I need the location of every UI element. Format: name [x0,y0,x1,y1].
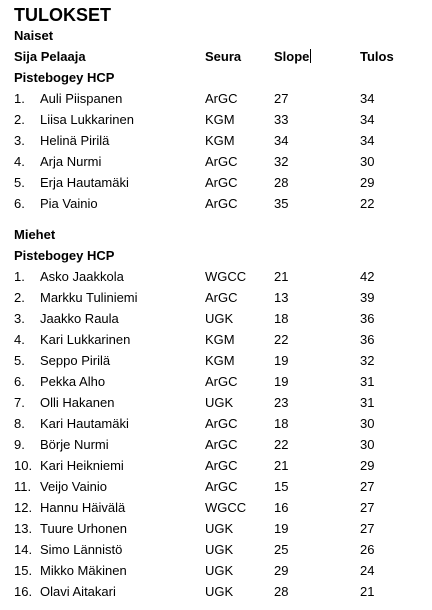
column-header-place-player: Sija Pelaaja [14,49,86,64]
result-value: 27 [360,479,375,494]
result-value: 31 [360,395,375,410]
result-row [14,392,424,413]
player-name: Veijo Vainio [40,479,107,494]
place-number: 14. [14,542,33,557]
result-value: 34 [360,112,375,127]
result-value: 39 [360,290,375,305]
column-header-club: Seura [205,49,242,64]
result-value: 26 [360,542,375,557]
slope-value: 21 [274,458,289,473]
slope-value: 23 [274,395,289,410]
result-row [14,476,424,497]
place-number: 15. [14,563,33,578]
result-row [14,308,424,329]
club-name: ArGC [205,91,238,106]
player-name: Olavi Aitakari [40,584,116,599]
slope-value: 19 [274,353,289,368]
player-name: Tuure Urhonen [40,521,127,536]
result-row [14,151,424,172]
place-number: 3. [14,311,25,326]
result-row [14,193,424,214]
result-value: 22 [360,196,375,211]
men-heading: Miehet [14,227,56,242]
result-value: 36 [360,311,375,326]
slope-value: 27 [274,91,289,106]
club-name: UGK [205,584,234,599]
player-name: Kari Hautamäki [40,416,129,431]
column-header-slope [274,46,311,67]
column-header-result: Tulos [360,49,394,64]
place-number: 2. [14,112,25,127]
place-number: 13. [14,521,33,536]
result-row [14,130,424,151]
slope-value: 25 [274,542,289,557]
place-number: 7. [14,395,25,410]
club-name: ArGC [205,458,238,473]
slope-value: 18 [274,416,289,431]
player-name: Kari Lukkarinen [40,332,131,347]
result-row [14,172,424,193]
result-value: 31 [360,374,375,389]
player-name: Olli Hakanen [40,395,115,410]
club-name: ArGC [205,416,238,431]
club-name: UGK [205,395,234,410]
result-row [14,539,424,560]
place-number: 10. [14,458,33,473]
section-spacer [14,214,424,224]
result-value: 21 [360,584,375,599]
player-name: Erja Hautamäki [40,175,129,190]
result-value: 34 [360,91,375,106]
slope-value: 28 [274,584,289,599]
place-number: 3. [14,133,25,148]
player-name: Mikko Mäkinen [40,563,127,578]
club-name: ArGC [205,437,238,452]
result-row [14,455,424,476]
result-value: 36 [360,332,375,347]
player-name: Liisa Lukkarinen [40,112,134,127]
player-name: Pia Vainio [40,196,98,211]
result-row [14,581,424,602]
column-header-row [14,46,424,67]
club-name: ArGC [205,290,238,305]
result-row [14,88,424,109]
place-number: 12. [14,500,33,515]
slope-value: 13 [274,290,289,305]
result-value: 30 [360,437,375,452]
player-name: Seppo Pirilä [40,353,111,368]
club-name: ArGC [205,154,238,169]
result-value: 30 [360,416,375,431]
player-name: Pekka Alho [40,374,106,389]
place-number: 4. [14,332,25,347]
result-row [14,371,424,392]
place-number: 6. [14,374,25,389]
slope-value: 29 [274,563,289,578]
result-row [14,518,424,539]
player-name: Auli Piispanen [40,91,123,106]
place-number: 5. [14,353,25,368]
slope-value: 32 [274,154,289,169]
results-document [14,0,424,602]
player-name: Helinä Pirilä [40,133,110,148]
player-name: Simo Lännistö [40,542,123,557]
women-category-heading: Pistebogey HCP [14,70,115,85]
place-number: 2. [14,290,25,305]
result-row [14,109,424,130]
player-name: Jaakko Raula [40,311,119,326]
club-name: WGCC [205,500,247,515]
place-number: 5. [14,175,25,190]
women-heading: Naiset [14,28,54,43]
result-value: 27 [360,521,375,536]
slope-value: 22 [274,437,289,452]
slope-value: 34 [274,133,289,148]
place-number: 4. [14,154,25,169]
club-name: ArGC [205,196,238,211]
result-value: 24 [360,563,375,578]
club-name: KGM [205,133,235,148]
place-number: 6. [14,196,25,211]
result-row [14,560,424,581]
place-number: 1. [14,91,25,106]
slope-value: 18 [274,311,289,326]
men-category-heading: Pistebogey HCP [14,248,115,263]
club-name: KGM [205,112,235,127]
result-value: 32 [360,353,375,368]
club-name: UGK [205,542,234,557]
place-number: 9. [14,437,25,452]
place-number: 1. [14,269,25,284]
result-value: 42 [360,269,375,284]
result-value: 29 [360,458,375,473]
player-name: Arja Nurmi [40,154,102,169]
result-row [14,266,424,287]
result-row [14,434,424,455]
club-name: WGCC [205,269,247,284]
place-number: 16. [14,584,33,599]
result-value: 29 [360,175,375,190]
slope-value: 15 [274,479,289,494]
result-row [14,287,424,308]
text-cursor [310,49,311,63]
player-name: Hannu Häivälä [40,500,126,515]
club-name: UGK [205,563,234,578]
page-title: TULOKSET [14,5,111,25]
club-name: UGK [205,521,234,536]
slope-value: 22 [274,332,289,347]
club-name: KGM [205,332,235,347]
slope-value: 19 [274,521,289,536]
column-header-slope-label: Slope [274,49,310,64]
club-name: KGM [205,353,235,368]
result-value: 27 [360,500,375,515]
slope-value: 21 [274,269,289,284]
result-value: 34 [360,133,375,148]
slope-value: 35 [274,196,289,211]
result-row [14,329,424,350]
result-row [14,413,424,434]
place-number: 8. [14,416,25,431]
slope-value: 19 [274,374,289,389]
player-name: Börje Nurmi [40,437,109,452]
men-results-list [14,266,424,602]
player-name: Kari Heikniemi [40,458,124,473]
result-row [14,497,424,518]
result-value: 30 [360,154,375,169]
slope-value: 16 [274,500,289,515]
slope-value: 28 [274,175,289,190]
slope-value: 33 [274,112,289,127]
player-name: Markku Tuliniemi [40,290,138,305]
result-row [14,350,424,371]
club-name: ArGC [205,374,238,389]
player-name: Asko Jaakkola [40,269,124,284]
club-name: UGK [205,311,234,326]
club-name: ArGC [205,175,238,190]
club-name: ArGC [205,479,238,494]
women-results-list [14,88,424,214]
place-number: 11. [14,479,32,494]
